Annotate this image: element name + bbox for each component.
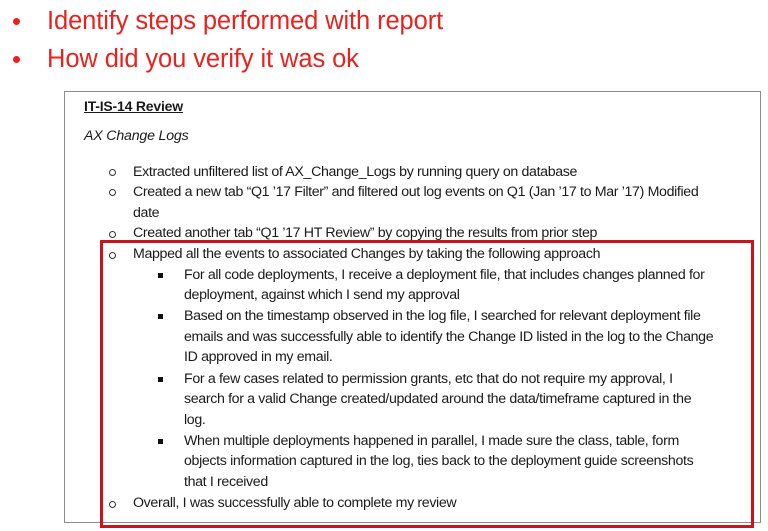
list-item-text: Created a new tab “Q1 ’17 Filter” and filtered out log events on Q1 (Jan ’17 to Mar ’17) Modified (133, 184, 699, 200)
square-bullet-icon (158, 439, 163, 444)
hollow-circle-bullet-icon (109, 169, 116, 176)
sub-list-item-text: log. (184, 412, 206, 428)
hollow-circle-bullet-icon (109, 252, 116, 259)
square-bullet-icon (158, 314, 163, 319)
list-item-text: Mapped all the events to associated Changes by taking the following approach (133, 246, 601, 262)
list-item-text: Overall, I was successfully able to complete my review (133, 495, 457, 511)
sub-list-item-text: For a few cases related to permission grants, etc that do not require my approval, I (184, 371, 673, 387)
sub-list-item-text: search for a valid Change created/updated around the data/timeframe captured in the (184, 391, 692, 407)
sub-list-item-text: For all code deployments, I receive a deployment file, that includes changes planned for (184, 267, 705, 283)
sub-list-item-text: Based on the timestamp observed in the log file, I searched for relevant deployment file (184, 308, 701, 324)
sub-list-item-text: When multiple deployments happened in parallel, I made sure the class, table, form (184, 433, 679, 449)
square-bullet-icon (158, 377, 163, 382)
square-bullet-icon (158, 273, 163, 278)
sub-list-item-text: objects information captured in the log, ties back to the deployment guide screenshots (184, 453, 694, 469)
list-item-text: date (133, 205, 160, 221)
sub-list-item-text: emails and was successfully able to identify the Change ID listed in the log to the Change (184, 329, 714, 345)
hollow-circle-bullet-icon (109, 501, 116, 508)
document-subtitle: AX Change Logs (84, 128, 189, 144)
slide-bullet-text: Identify steps performed with report (47, 6, 444, 35)
hollow-circle-bullet-icon (109, 189, 116, 196)
slide-bullet-text: How did you verify it was ok (47, 44, 359, 73)
list-item-text: Extracted unfiltered list of AX_Change_Logs by running query on database (133, 164, 578, 180)
bullet-dot-icon (13, 18, 20, 25)
bullet-dot-icon (13, 56, 20, 63)
sub-list-item-text: that I received (184, 474, 268, 490)
sub-list-item-text: ID approved in my email. (184, 349, 333, 365)
sub-list-item-text: deployment, against which I send my approval (184, 287, 460, 303)
document-title: IT-IS-14 Review (84, 98, 183, 114)
list-item-text: Created another tab “Q1 ’17 HT Review” by copying the results from prior step (133, 225, 598, 241)
hollow-circle-bullet-icon (109, 231, 116, 238)
